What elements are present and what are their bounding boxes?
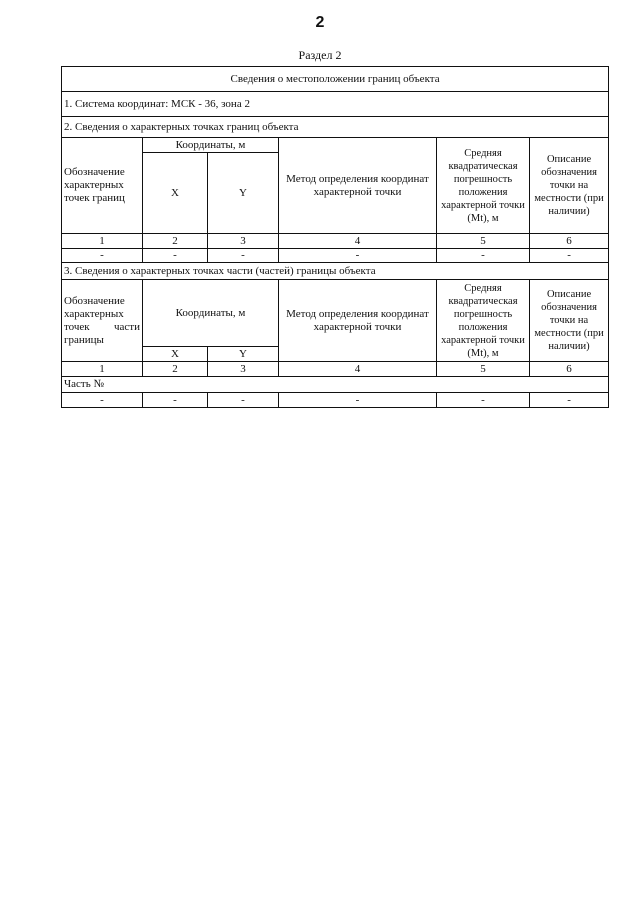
dash-cell: - [62, 249, 143, 263]
col-number: 4 [279, 234, 437, 249]
col-number: 2 [143, 362, 208, 377]
dash-cell: - [62, 393, 143, 408]
header-y: Y [208, 153, 279, 234]
numbers-row-1 [62, 234, 609, 249]
header2-x: X [143, 347, 208, 362]
col-number: 1 [62, 234, 143, 249]
part-label-row [62, 377, 609, 393]
table-title: Сведения о местоположении границ объекта [62, 67, 609, 92]
col-number: 2 [143, 234, 208, 249]
col-number: 6 [530, 362, 609, 377]
section-label: Раздел 2 [298, 48, 342, 62]
col-number: 4 [279, 362, 437, 377]
header2-description: Описание обозначения точки на местности (при наличии) [530, 280, 609, 362]
col-number: 6 [530, 234, 609, 249]
dash-cell: - [208, 393, 279, 408]
table-row [62, 249, 609, 263]
header2-y: Y [208, 347, 279, 362]
header-error: Средняя квадратическая погрешность положения характерной точки (Mt), м [437, 138, 530, 234]
dash-cell: - [279, 393, 437, 408]
dash-cell: - [143, 393, 208, 408]
points-section-title: 2. Сведения о характерных точках границ объекта [62, 117, 609, 138]
numbers-row-2 [62, 362, 609, 377]
header2-designation: Обозначение характерных точек части границы [62, 280, 143, 362]
header-description: Описание обозначения точки на местности (при наличии) [530, 138, 609, 234]
dash-cell: - [530, 249, 609, 263]
header2-error: Средняя квадратическая погрешность положения характерной точки (Mt), м [437, 280, 530, 362]
dash-cell: - [530, 393, 609, 408]
dash-cell: - [437, 249, 530, 263]
header1-row-a [62, 138, 609, 153]
header2-method: Метод определения координат характерной точки [279, 280, 437, 362]
dash-cell: - [208, 249, 279, 263]
col-number: 3 [208, 234, 279, 249]
part-label: Часть № [62, 377, 609, 393]
col-number: 1 [62, 362, 143, 377]
page-number: 2 [315, 14, 325, 31]
dash-cell: - [279, 249, 437, 263]
header-x: X [143, 153, 208, 234]
col-number: 3 [208, 362, 279, 377]
col-number: 5 [437, 234, 530, 249]
header-designation: Обозначение характерных точек границ [62, 138, 143, 234]
header2-coords: Координаты, м [143, 280, 279, 347]
header-coords: Координаты, м [143, 138, 279, 153]
header2-row-a [62, 280, 609, 347]
parts-section-row [62, 263, 609, 280]
coord-system-row [62, 92, 609, 117]
dash-cell: - [143, 249, 208, 263]
points-section-row [62, 117, 609, 138]
coord-system: 1. Система координат: МСК - 36, зона 2 [62, 92, 609, 117]
header-method: Метод определения координат характерной точки [279, 138, 437, 234]
dash-cell: - [437, 393, 530, 408]
boundaries-table [61, 66, 609, 408]
table-row [62, 393, 609, 408]
parts-section-title: 3. Сведения о характерных точках части (частей) границы объекта [62, 263, 609, 280]
col-number: 5 [437, 362, 530, 377]
title-row [62, 67, 609, 92]
